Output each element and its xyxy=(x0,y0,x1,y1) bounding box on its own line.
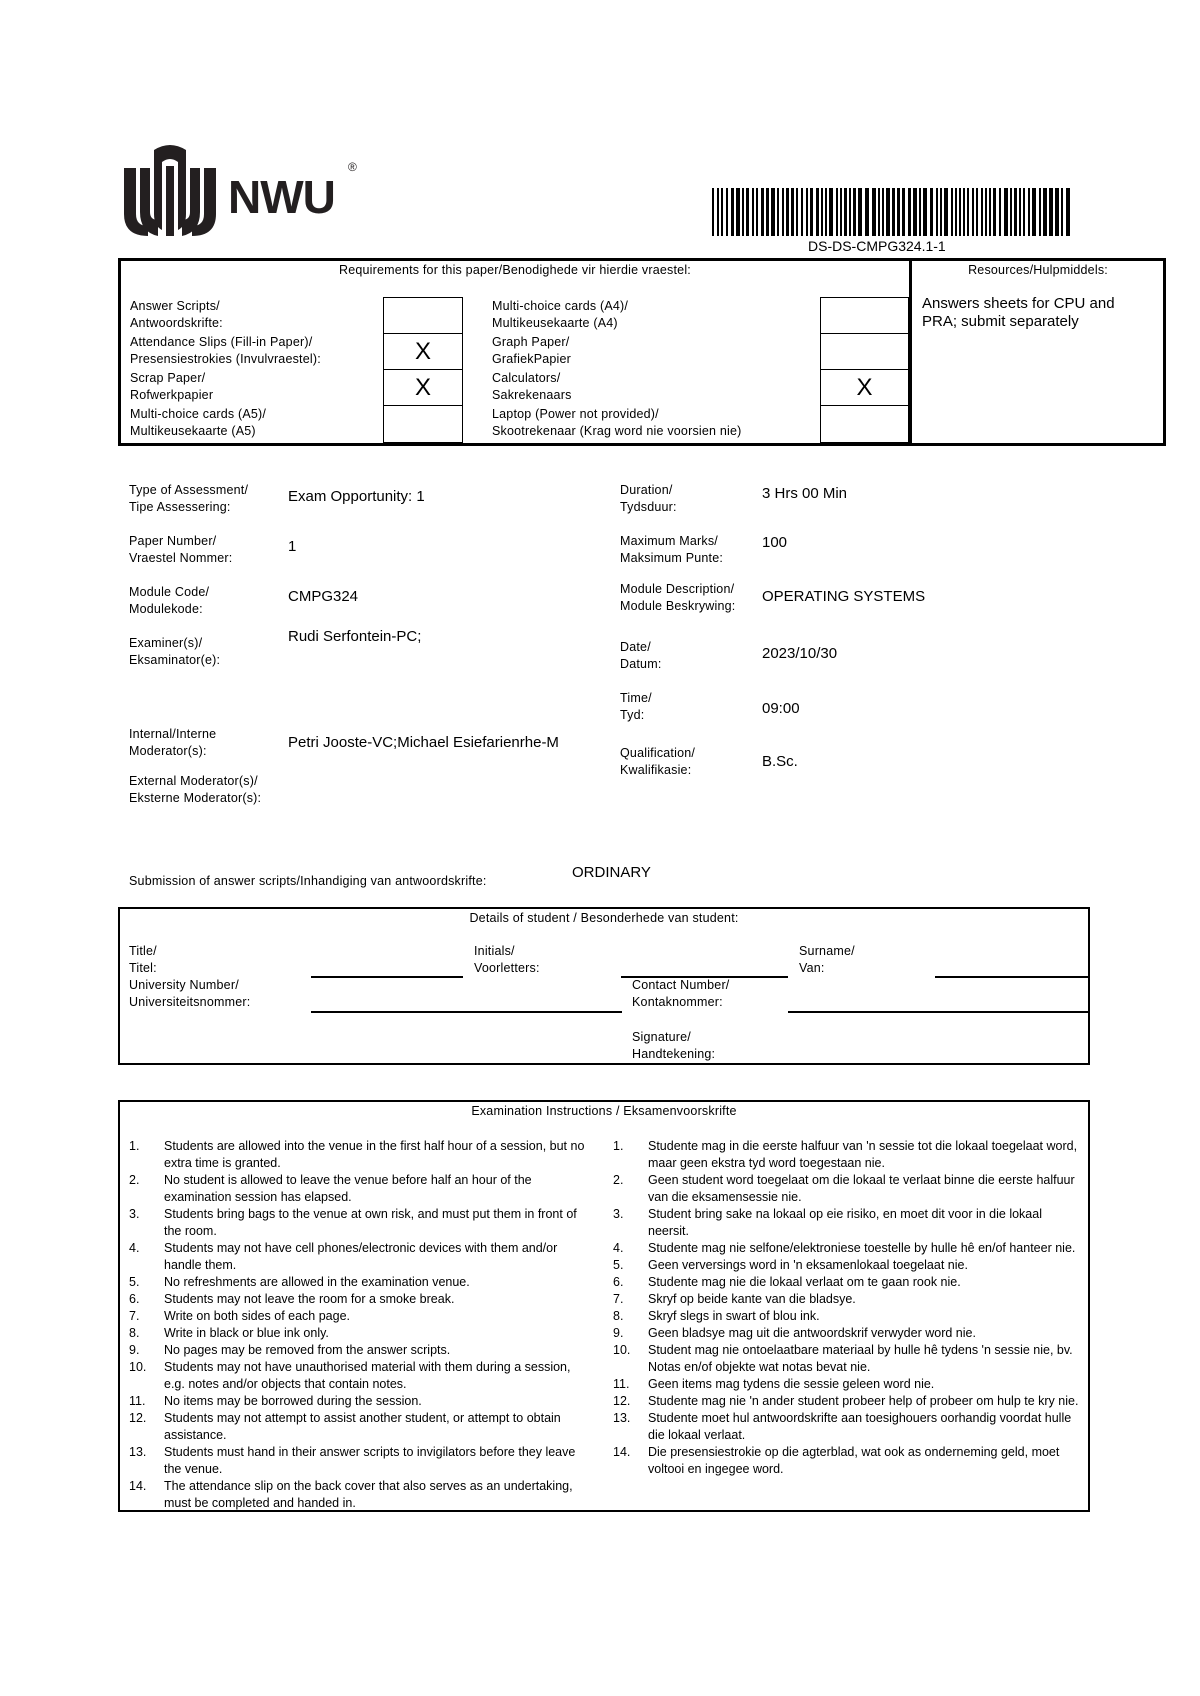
university-number-field[interactable] xyxy=(311,1011,622,1013)
barcode-bar xyxy=(1055,188,1059,236)
barcode-bar xyxy=(989,188,991,236)
instruction-number: 7. xyxy=(129,1309,140,1323)
barcode-bar xyxy=(897,188,900,236)
barcode-bar xyxy=(840,188,842,236)
barcode-bar xyxy=(886,188,890,236)
instruction-text: Students may not attempt to assist another student, or attempt to obtain assistance. xyxy=(164,1411,561,1442)
instruction-item xyxy=(129,1172,594,1206)
instruction-text: Student bring sake na lokaal op eie risiko, en moet dit voor in die lokaal neersit. xyxy=(648,1207,1042,1238)
req-left-label-3: Scrap Paper/ Rofwerkpapier xyxy=(130,371,214,402)
req-right-label-1: Multi-choice cards (A4)/ Multikeusekaarte (A4) xyxy=(492,299,629,330)
barcode-bar xyxy=(771,188,775,236)
barcode-bar xyxy=(726,188,728,236)
submission-label: Submission of answer scripts/Inhandiging van antwoordskrifte: xyxy=(129,874,487,888)
instruction-item xyxy=(129,1444,594,1478)
barcode-bar xyxy=(1061,188,1063,236)
instruction-item xyxy=(129,1393,594,1410)
barcode-bar xyxy=(892,188,895,236)
instruction-text: Studente mag in die eerste halfuur van 'n sessie tot die lokaal toegelaat word, maar geen ekstra tyd word toegestaan nie. xyxy=(648,1139,1078,1170)
barcode-bar xyxy=(882,188,884,236)
type-of-assessment-value: Exam Opportunity: 1 xyxy=(288,488,425,505)
maximum-marks-label: Maximum Marks/ Maksimum Punte: xyxy=(620,534,724,565)
signature-label: Signature/ Handtekening: xyxy=(632,1030,716,1061)
instruction-text: Student mag nie ontoelaatbare materiaal by hulle hê tydens 'n sessie nie, bv. Notas en/of objekte wat notas bevat nie. xyxy=(648,1343,1073,1374)
instruction-number: 12. xyxy=(613,1394,631,1408)
module-description-value: OPERATING SYSTEMS xyxy=(762,588,926,605)
instruction-text: Studente moet hul antwoordskrifte aan toesighouers oorhandig voordat hulle die lokaal verlaat. xyxy=(648,1411,1072,1442)
barcode-bar xyxy=(1010,188,1012,236)
req-right-checkbox-2[interactable] xyxy=(820,333,909,370)
instruction-number: 12. xyxy=(129,1411,147,1425)
req-right-label-2: Graph Paper/ GrafiekPapier xyxy=(492,335,572,366)
barcode-text: DS-DS-CMPG324.1-1 xyxy=(808,238,946,254)
submission-value: ORDINARY xyxy=(572,864,651,881)
instruction-number: 10. xyxy=(613,1343,631,1357)
req-left-checkbox-4[interactable] xyxy=(383,405,463,443)
instruction-number: 2. xyxy=(129,1173,140,1187)
barcode-bar xyxy=(1028,188,1030,236)
barcode-bar xyxy=(985,188,987,236)
barcode-bar xyxy=(717,188,719,236)
instruction-number: 4. xyxy=(129,1241,140,1255)
title-field[interactable] xyxy=(311,976,463,978)
instruction-text: Students bring bags to the venue at own risk, and must put them in front of the room. xyxy=(164,1207,577,1238)
instruction-number: 11. xyxy=(129,1394,146,1408)
instruction-number: 3. xyxy=(613,1207,624,1221)
date-label: Date/ Datum: xyxy=(620,640,662,671)
instruction-text: Skryf op beide kante van die bladsye. xyxy=(648,1292,856,1306)
instruction-item xyxy=(129,1308,594,1325)
instruction-number: 6. xyxy=(129,1292,140,1306)
instruction-text: No items may be borrowed during the session. xyxy=(164,1394,422,1408)
barcode-bar xyxy=(1043,188,1047,236)
student-details-box xyxy=(118,907,1090,1065)
instruction-item xyxy=(613,1308,1083,1325)
qualification-label: Qualification/ Kwalifikasie: xyxy=(620,746,696,777)
barcode-bar xyxy=(786,188,789,236)
barcode-bar xyxy=(1004,188,1008,236)
instruction-number: 5. xyxy=(613,1258,624,1272)
initials-label: Initials/ Voorletters: xyxy=(474,944,540,975)
instruction-text: Write on both sides of each page. xyxy=(164,1309,350,1323)
university-number-label: University Number/ Universiteitsnommer: xyxy=(129,978,251,1009)
instruction-item xyxy=(613,1138,1083,1172)
barcode-bar xyxy=(936,188,938,236)
instruction-item xyxy=(129,1206,594,1240)
barcode-bar xyxy=(853,188,856,236)
instruction-text: The attendance slip on the back cover that also serves as an undertaking, must be completed and handed in. xyxy=(164,1479,573,1510)
barcode-bar xyxy=(1019,188,1021,236)
barcode-bar xyxy=(940,188,942,236)
instruction-item xyxy=(129,1291,594,1308)
barcode-bar xyxy=(766,188,769,236)
module-code-label: Module Code/ Modulekode: xyxy=(129,585,210,616)
barcode-bar xyxy=(782,188,784,236)
instruction-number: 8. xyxy=(129,1326,140,1340)
instruction-item xyxy=(129,1138,594,1172)
barcode-bar xyxy=(967,188,969,236)
instruction-text: No student is allowed to leave the venue before half an hour of the examination session has elapsed. xyxy=(164,1173,532,1204)
barcode-bar xyxy=(976,188,978,236)
examiner-value: Rudi Serfontein-PC; xyxy=(288,628,422,645)
maximum-marks-value: 100 xyxy=(762,534,788,551)
req-right-checkbox-3[interactable]: X xyxy=(820,369,909,406)
barcode-bar xyxy=(756,188,758,236)
instruction-item xyxy=(129,1478,594,1512)
instruction-number: 14. xyxy=(613,1445,631,1459)
instruction-item xyxy=(613,1342,1083,1376)
instruction-text: Students may not leave the room for a smoke break. xyxy=(164,1292,455,1306)
instruction-item xyxy=(129,1410,594,1444)
req-right-label-3: Calculators/ Sakrekenaars xyxy=(492,371,572,402)
date-value: 2023/10/30 xyxy=(762,645,838,662)
time-label: Time/ Tyd: xyxy=(620,691,652,722)
instruction-item xyxy=(613,1376,1083,1393)
instruction-item xyxy=(613,1444,1083,1478)
barcode-bar xyxy=(1014,188,1017,236)
barcode-bar xyxy=(844,188,847,236)
barcode-bar xyxy=(806,188,808,236)
contact-number-label: Contact Number/ Kontaknommer: xyxy=(632,978,730,1009)
type-of-assessment-label: Type of Assessment/ Tipe Assessering: xyxy=(129,483,249,514)
instruction-item xyxy=(613,1172,1083,1206)
examiner-label: Examiner(s)/ Eksaminator(e): xyxy=(129,636,221,667)
module-code-value: CMPG324 xyxy=(288,588,359,605)
barcode-bar xyxy=(1032,188,1036,236)
barcode-bar xyxy=(742,188,744,236)
barcode-bar xyxy=(821,188,823,236)
instruction-number: 1. xyxy=(129,1139,140,1153)
registered-mark: ® xyxy=(348,160,357,174)
instruction-item xyxy=(613,1240,1083,1257)
instruction-text: Students are allowed into the venue in the first half hour of a session, but no extra time is granted. xyxy=(164,1139,585,1170)
barcode-bar xyxy=(836,188,838,236)
internal-moderator-label: Internal/Interne Moderator(s): xyxy=(129,727,217,758)
barcode-bar xyxy=(865,188,869,236)
instruction-text: Geen bladsye mag uit die antwoordskrif verwyder word nie. xyxy=(648,1326,976,1340)
barcode-bar xyxy=(849,188,851,236)
instruction-item xyxy=(613,1325,1083,1342)
instruction-item xyxy=(129,1325,594,1342)
internal-moderator-value: Petri Jooste-VC;Michael Esiefarienrhe-M xyxy=(288,734,559,751)
contact-number-field[interactable] xyxy=(788,1011,1090,1013)
req-left-checkbox-2[interactable]: X xyxy=(383,333,463,370)
barcode-bar xyxy=(1049,188,1053,236)
instruction-text: Geen student word toegelaat om die lokaal te verlaat binne die eerste halfuur van die eksamensessie nie. xyxy=(648,1173,1075,1204)
instruction-item xyxy=(129,1342,594,1359)
barcode-bar xyxy=(796,188,798,236)
instruction-item xyxy=(613,1274,1083,1291)
instruction-text: Skryf slegs in swart of blou ink. xyxy=(648,1309,820,1323)
instruction-item xyxy=(613,1410,1083,1444)
barcode-bar xyxy=(999,188,1001,236)
barcode-bar xyxy=(959,188,961,236)
barcode-bar xyxy=(858,188,862,236)
surname-label: Surname/ Van: xyxy=(799,944,855,975)
instruction-item xyxy=(613,1257,1083,1274)
resources-text: Answers sheets for CPU and PRA; submit separately xyxy=(922,295,1115,330)
time-value: 09:00 xyxy=(762,700,800,717)
barcode-bar xyxy=(1023,188,1025,236)
instruction-item xyxy=(613,1206,1083,1240)
barcode-bar xyxy=(1066,188,1070,236)
instruction-text: No refreshments are allowed in the examination venue. xyxy=(164,1275,470,1289)
instruction-number: 14. xyxy=(129,1479,147,1493)
instruction-text: Write in black or blue ink only. xyxy=(164,1326,329,1340)
barcode-bar xyxy=(993,188,996,236)
paper-number-value: 1 xyxy=(288,538,297,555)
barcode-bar xyxy=(981,188,983,236)
req-left-checkbox-1[interactable] xyxy=(383,297,463,334)
instruction-number: 3. xyxy=(129,1207,140,1221)
barcode-bar xyxy=(955,188,957,236)
barcode-bar xyxy=(736,188,740,236)
instruction-text: Die presensiestrokie op die agterblad, wat ook as onderneming geld, moet voltooi en ingegee word. xyxy=(648,1445,1060,1476)
barcode-bar xyxy=(972,188,974,236)
instruction-number: 9. xyxy=(129,1343,140,1357)
req-right-checkbox-1[interactable] xyxy=(820,297,909,334)
instruction-number: 1. xyxy=(613,1139,624,1153)
duration-value: 3 Hrs 00 Min xyxy=(762,485,848,502)
instruction-text: Studente mag nie 'n ander student probeer help of probeer om hulp te kry nie. xyxy=(648,1394,1079,1408)
instructions-english-list xyxy=(129,1138,594,1512)
barcode-bar xyxy=(944,188,948,236)
barcode-bar xyxy=(1039,188,1041,236)
req-left-label-4: Multi-choice cards (A5)/ Multikeusekaarte (A5) xyxy=(130,407,267,438)
instruction-number: 7. xyxy=(613,1292,624,1306)
requirements-title: Requirements for this paper/Benodighede vir hierdie vraestel: xyxy=(339,263,691,277)
nwu-logo xyxy=(120,140,360,240)
instruction-text: No pages may be removed from the answer scripts. xyxy=(164,1343,451,1357)
req-left-label-1: Answer Scripts/ Antwoordskrifte: xyxy=(130,299,223,330)
instruction-item xyxy=(613,1291,1083,1308)
barcode xyxy=(712,188,1074,236)
barcode-bar xyxy=(829,188,833,236)
instructions-afrikaans-list xyxy=(613,1138,1083,1478)
instruction-number: 9. xyxy=(613,1326,624,1340)
qualification-value: B.Sc. xyxy=(762,753,798,770)
barcode-bar xyxy=(872,188,876,236)
instruction-text: Studente mag nie selfone/elektroniese toestelle by hulle hê en/of hanteer nie. xyxy=(648,1241,1076,1255)
instruction-text: Geen verversings word in 'n eksamenlokaal toegelaat nie. xyxy=(648,1258,968,1272)
instruction-text: Studente mag nie die lokaal verlaat om te gaan rook nie. xyxy=(648,1275,961,1289)
barcode-bar xyxy=(791,188,794,236)
instruction-item xyxy=(129,1359,594,1393)
instruction-item xyxy=(129,1274,594,1291)
barcode-bar xyxy=(913,188,917,236)
instruction-number: 8. xyxy=(613,1309,624,1323)
req-left-label-2: Attendance Slips (Fill-in Paper)/ Presensiestrokies (Invulvraestel): xyxy=(130,335,321,366)
barcode-bar xyxy=(810,188,813,236)
instruction-number: 10. xyxy=(129,1360,147,1374)
req-left-checkbox-3[interactable]: X xyxy=(383,369,463,406)
instruction-number: 13. xyxy=(129,1445,147,1459)
barcode-bar xyxy=(752,188,754,236)
barcode-bar xyxy=(731,188,734,236)
req-right-label-4: Laptop (Power not provided)/ Skootrekenaar (Krag word nie voorsien nie) xyxy=(492,407,742,438)
instruction-number: 11. xyxy=(613,1377,630,1391)
module-description-label: Module Description/ Module Beskrywing: xyxy=(620,582,736,613)
external-moderator-label: External Moderator(s)/ Eksterne Moderator(s): xyxy=(129,774,262,805)
barcode-bar xyxy=(919,188,921,236)
barcode-bar xyxy=(902,188,905,236)
instruction-item xyxy=(613,1393,1083,1410)
barcode-bar xyxy=(761,188,764,236)
instruction-number: 4. xyxy=(613,1241,624,1255)
title-label: Title/ Titel: xyxy=(129,944,157,975)
barcode-bar xyxy=(908,188,911,236)
instruction-text: Students may not have unauthorised material with them during a session, e.g. notes and/or objects that contain notes. xyxy=(164,1360,571,1391)
resources-title: Resources/Hulpmiddels: xyxy=(968,263,1108,277)
barcode-bar xyxy=(746,188,749,236)
barcode-bar xyxy=(930,188,933,236)
instruction-number: 6. xyxy=(613,1275,624,1289)
instruction-text: Geen items mag tydens die sessie geleen word nie. xyxy=(648,1377,935,1391)
student-details-title: Details of student / Besonderhede van student: xyxy=(469,911,739,925)
instruction-text: Students may not have cell phones/electronic devices with them and/or handle them. xyxy=(164,1241,558,1272)
barcode-bar xyxy=(825,188,827,236)
instruction-item xyxy=(129,1240,594,1274)
nwu-logo-mark xyxy=(120,140,220,240)
instruction-text: Students must hand in their answer scripts to invigilators before they leave the venue. xyxy=(164,1445,576,1476)
paper-number-label: Paper Number/ Vraestel Nommer: xyxy=(129,534,233,565)
barcode-bar xyxy=(963,188,965,236)
req-right-checkbox-4[interactable] xyxy=(820,405,909,443)
barcode-bar xyxy=(721,188,723,236)
barcode-bar xyxy=(923,188,927,236)
surname-field[interactable] xyxy=(935,976,1090,978)
logo-text: NWU xyxy=(228,171,335,223)
instructions-title: Examination Instructions / Eksamenvoorskrifte xyxy=(471,1104,737,1118)
instruction-number: 2. xyxy=(613,1173,624,1187)
instruction-number: 5. xyxy=(129,1275,140,1289)
duration-label: Duration/ Tydsduur: xyxy=(620,483,677,514)
instruction-number: 13. xyxy=(613,1411,631,1425)
barcode-bar xyxy=(801,188,803,236)
barcode-bar xyxy=(951,188,953,236)
barcode-bar xyxy=(816,188,819,236)
requirements-divider xyxy=(909,258,912,446)
barcode-bar xyxy=(712,188,714,236)
barcode-bar xyxy=(777,188,779,236)
barcode-bar xyxy=(878,188,880,236)
